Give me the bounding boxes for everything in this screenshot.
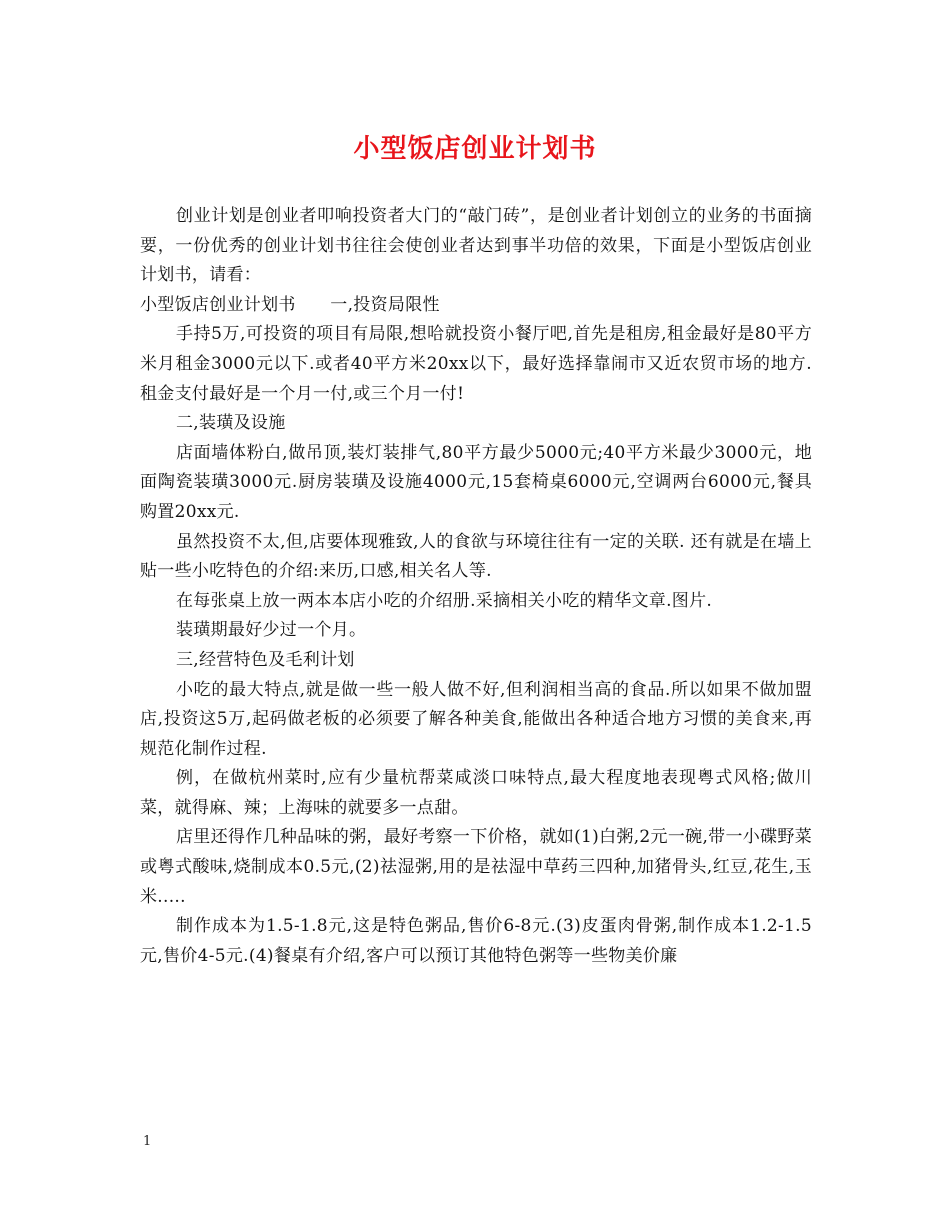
paragraph-intro: 创业计划是创业者叩响投资者大门的“敲门砖”，是创业者计划创立的业务的书面摘要，一份优秀的创业计划书往往会使创业者达到事半功倍的效果，下面是小型饭店创业计划书，请看： — [140, 206, 812, 286]
document-body — [140, 202, 812, 971]
paragraph-decoration-costs: 店面墙体粉白,做吊顶,装灯装排气,80平方最少5000元;40平方米最少3000元，地面陶瓷装璜3000元.厨房装璜及设施4000元,15套椅桌6000元,空调两台6000元,餐具购置20xx元. — [140, 442, 812, 522]
paragraph-decoration-period: 装璜期最好少过一个月。 — [176, 620, 367, 641]
paragraph-porridge: 店里还得作几种品味的粥，最好考察一下价格，就如(1)白粥,2元一碗,带一小碟野菜或粤式酸味,烧制成本0.5元,(2)祛湿粥,用的是祛湿中草药三四种,加猪骨头,红豆,花生,玉米..... — [140, 827, 812, 907]
paragraph-ambience: 虽然投资不太,但,店要体现雅致,人的食欲与环境往往有一定的关联. 还有就是在墙上贴一些小吃特色的介绍:来历,口感,相关名人等. — [140, 531, 812, 582]
paragraph-cuisine-styles: 例，在做杭州菜时,应有少量杭帮菜咸淡口味特点,最大程度地表现粤式风格;做川菜，就得麻、辣；上海味的就要多一点甜。 — [140, 768, 812, 818]
section-heading-business-features: 三,经营特色及毛利计划 — [176, 649, 355, 670]
section-heading-investment-limits: 小型饭店创业计划书 一,投资局限性 — [140, 294, 440, 315]
paragraph-snack-features: 小吃的最大特点,就是做一些一般人做不好,但利润相当高的食品.所以如果不做加盟店,投资这5万,起码做老板的必须要了解各种美食,能做出各种适合地方习惯的美食来,再规范化制作过程. — [140, 679, 812, 759]
paragraph-menu-booklet: 在每张桌上放一两本本店小吃的介绍册.采摘相关小吃的精华文章.图片. — [176, 590, 713, 611]
document-title: 小型饭店创业计划书 — [353, 134, 597, 164]
paragraph-investment: 手持5万,可投资的项目有局限,想哈就投资小餐厅吧,首先是租房,租金最好是80平方米月租金3000元以下.或者40平方米20xx以下，最好选择靠闹市又近农贸市场的地方.租金支付最好是一个月一付,或三个月一付! — [140, 324, 812, 404]
paragraph-porridge-costs: 制作成本为1.5-1.8元,这是特色粥品,售价6-8元.(3)皮蛋肉骨粥,制作成本1.2-1.5元,售价4-5元.(4)餐桌有介绍,客户可以预订其他特色粥等一些物美价廉 — [140, 916, 812, 966]
section-heading-decoration: 二,装璜及设施 — [176, 413, 286, 434]
page-number: 1 — [143, 1134, 152, 1149]
